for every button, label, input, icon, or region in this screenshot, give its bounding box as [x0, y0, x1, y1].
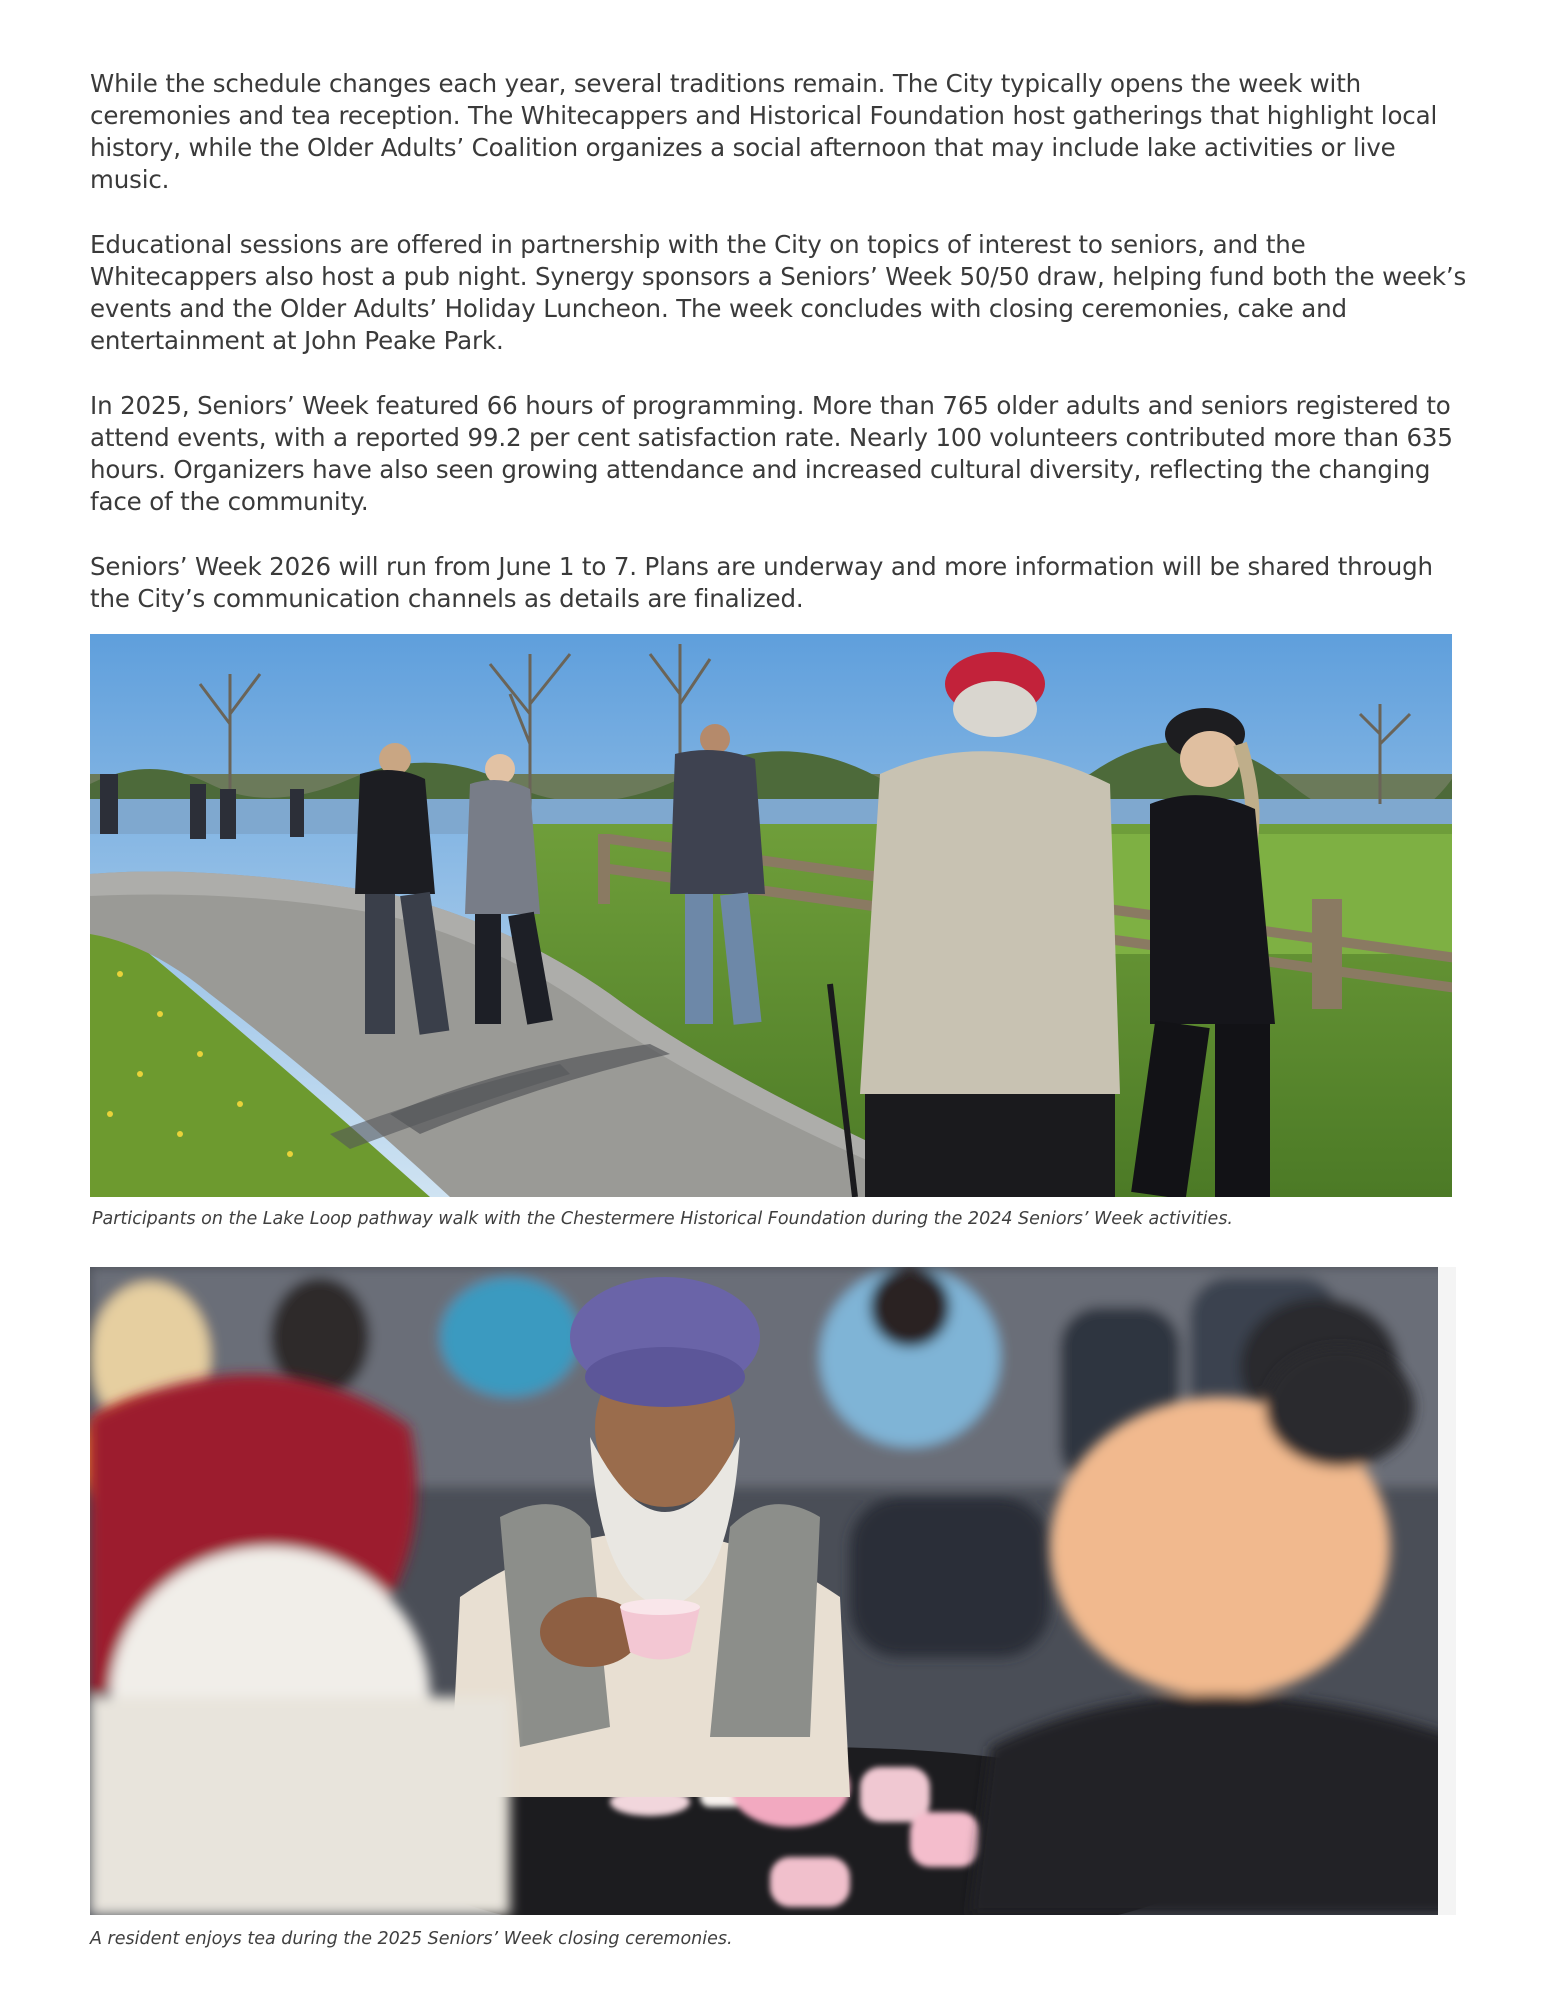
paragraph-traditions: While the schedule changes each year, several traditions remain. The City typically opens the week with ceremonies and tea reception. The Whitecappers and Historical Foundation host gatherings that highlight local history, while the Older Adults’ Coalition organizes a social afternoon that may include lake activities or live music.	[90, 69, 1438, 194]
paragraph-educational-sessions: Educational sessions are offered in partnership with the City on topics of interest to seniors, and the Whitecappers also host a pub night. Synergy sponsors a Seniors’ Week 50/50 draw, helping fund both the week’s events and the Older Adults’ Holiday Luncheon. The week concludes with closing ceremonies, cake and entertainment at John Peake Park.	[90, 230, 1467, 355]
caption-tea-ceremony: A resident enjoys tea during the 2025 Seniors’ Week closing ceremonies.	[90, 1929, 733, 1949]
photo-tea-ceremony	[90, 1267, 1456, 1915]
figure-tea-ceremony	[90, 1267, 1456, 1950]
figure-lake-loop-walk	[90, 634, 1452, 1230]
article-body	[90, 68, 1470, 648]
caption-lake-loop-walk: Participants on the Lake Loop pathway walk with the Chestermere Historical Foundation during the 2024 Seniors’ Week activities.	[92, 1209, 1233, 1229]
paragraph-2025-stats: In 2025, Seniors’ Week featured 66 hours of programming. More than 765 older adults and seniors registered to attend events, with a reported 99.2 per cent satisfaction rate. Nearly 100 volunteers contributed more than 635 hours. Organizers have also seen growing attendance and increased cultural diversity, reflecting the changing face of the community.	[90, 391, 1453, 516]
paragraph-2026-dates: Seniors’ Week 2026 will run from June 1 to 7. Plans are underway and more information will be shared through the City’s communication channels as details are finalized.	[90, 552, 1433, 613]
photo-lake-loop-walk	[90, 634, 1452, 1197]
